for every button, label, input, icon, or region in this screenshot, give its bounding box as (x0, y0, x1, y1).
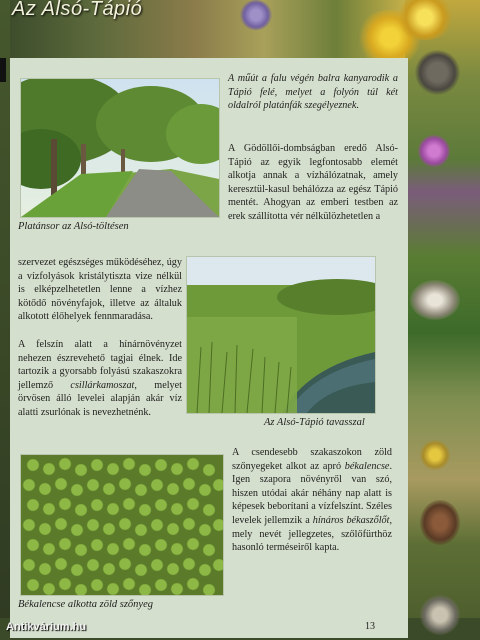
paragraph-4: A felszín alatt a hínárnövényzet nehezen észrevehető tagjai élnek. Ide tartozik a gyorsabb folyású szakaszokra jellemző csillárkamoszat, melyet örvösen álló levelei alapján akár víz alatti zsurlónak is nevezhetnénk. (18, 339, 182, 418)
caption-photo1: Platánsor az Alsó-töltésen (18, 221, 129, 232)
paragraph-5: A csendesebb szakaszokon zöld szőnyegeket alkot az apró békalencse. Igen szapora növényről van szó, hiszen utódai akár néhány nap alatt is képesek beborítani a vízfelszínt. Széles levelek jellemzik a hínáros békaszőlőt, mely nevét jellegzetes, szőlőfürthöz hasonló terméseiről kapta. (232, 447, 393, 554)
watermark: Antikvárium.hu (6, 621, 87, 633)
page-fold (0, 58, 6, 82)
caption-photo2: Az Alsó-Tápió tavasszal (264, 417, 365, 428)
page-number: 13 (365, 621, 375, 632)
photo-duckweed (20, 454, 224, 596)
photo-river-spring (186, 256, 376, 414)
paragraph-2: A Gödöllői-dombságban eredő Alsó-Tápió az egyik legfontosabb elemét alkotja annak a vízhálózatnak, amely keresztül-kasul behálózza az egész Tápió mentét. Ahogyan az emberi testben az erek szállította vér nélkülözhetetlen a (228, 143, 398, 222)
book-page (10, 58, 408, 638)
page-header-title: Az Alsó-Tápió (12, 0, 143, 20)
intro-text: A műút a falu végén balra kanyarodik a Tápió felé, melyet a folyón túl két oldalról platánfák szegélyeznek. (228, 73, 398, 112)
paragraph-3: szervezet egészséges működéséhez, úgy a vízfolyások kristálytiszta vize nélkül is elképzelhetetlen lenne a vízhez kötődő növényfajok, illetve az általuk alkotott élőhelyek fennmaradása. (18, 257, 182, 323)
photo-tree-avenue (20, 78, 220, 218)
caption-photo3: Békalencse alkotta zöld szőnyeg (18, 599, 154, 610)
